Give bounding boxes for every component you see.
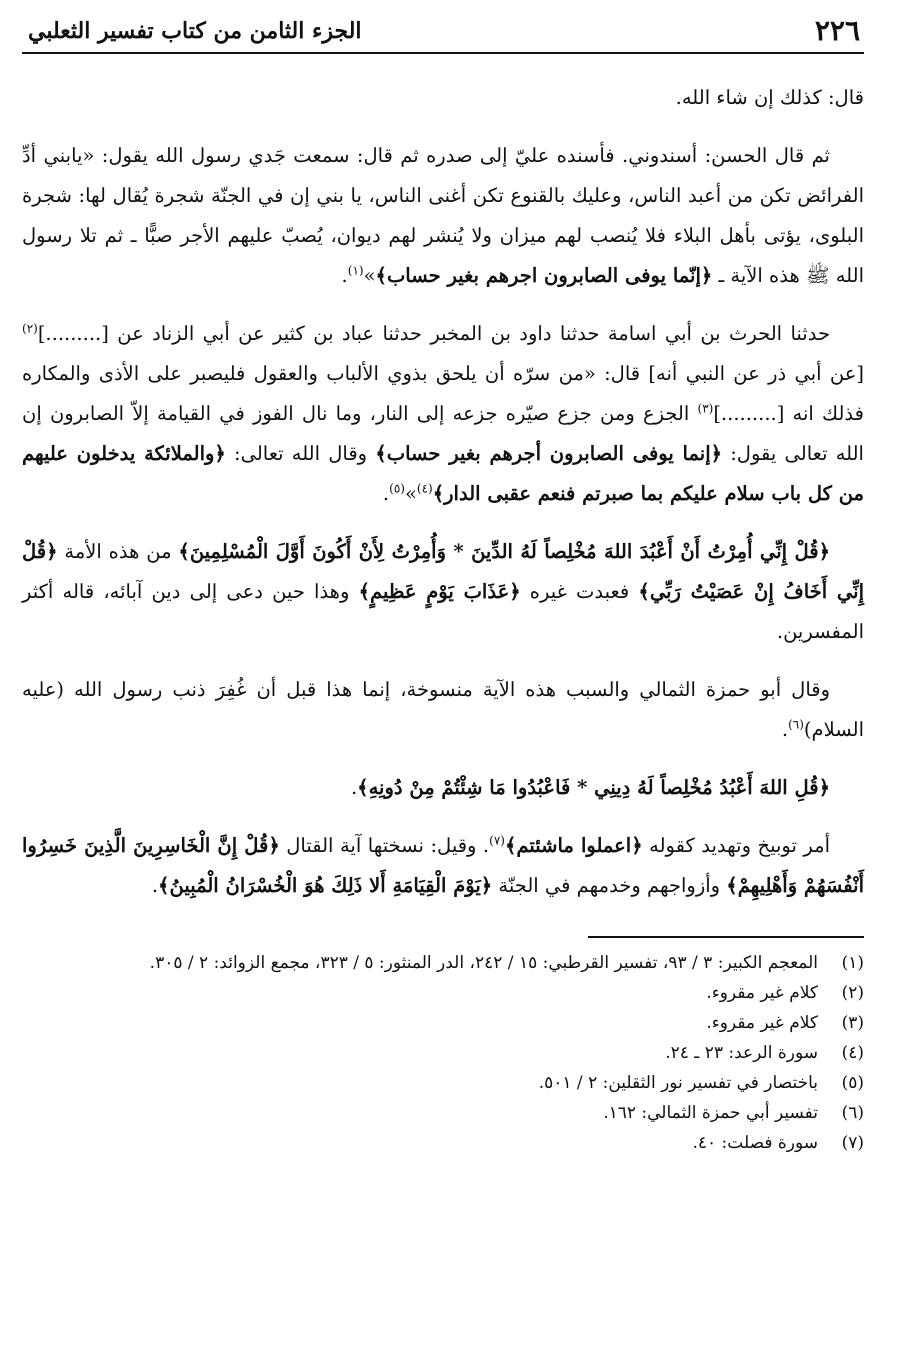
quranic-quote: ﴿قُلْ إِنِّي أُمِرْتُ أَنْ أَعْبُدَ اللهَ مُخْلِصاً لَهُ الدِّينَ * وَأُمِرْتُ لِأَنْ أَكُونَ أَوَّلَ الْمُسْلِمِينَ﴾ (178, 540, 830, 563)
text-run: . (350, 776, 358, 799)
text-run: . (151, 874, 159, 897)
footnote-ref: (٥) (389, 481, 405, 496)
text-run: [عن أبي ذر عن النبي أنه] قال: «من سرّه أن يلحق بذوي الألباب والعقول فليصبر على الأذى والمكاره فذلك انه [.........] (22, 362, 864, 425)
footnote-item (22, 1098, 864, 1128)
quranic-quote: ﴿قُلِ اللهَ أَعْبُدُ مُخْلِصاً لَهُ دِينِي * فَاعْبُدُوا مَا شِئْتُمْ مِنْ دُونِهِ﴾ (357, 776, 830, 799)
footnote-text: باختصار في تفسير نور الثقلين: ٢ / ٥٠١. (538, 1073, 818, 1093)
footnote-number: (٧) (841, 1133, 864, 1153)
footnote-item (22, 1068, 864, 1098)
text-run: الجزع ومن جزع صيّره جزعه إلى النار، وما نال الفوز في القيامة إلاّ الصابرون إن الله تعالى يقول: (22, 402, 864, 465)
quranic-quote: ﴿والملائكة يدخلون عليهم من كل باب سلام عليكم بما صبرتم فنعم عقبى الدار﴾ (22, 442, 864, 505)
footnote-item (22, 1038, 864, 1068)
footnote-ref: (٢) (22, 321, 38, 336)
text-run: أمر توبيخ وتهديد كقوله (642, 834, 830, 857)
text-run: » (404, 482, 417, 505)
quranic-quote: ﴿عَذَابَ يَوْمٍ عَظِيمٍ﴾ (358, 580, 521, 603)
footnote-item (22, 978, 864, 1008)
footnote-text: كلام غير مقروء. (706, 1013, 818, 1033)
text-run: وقال الله تعالى: (225, 442, 376, 465)
text-run: حدثنا الحرث بن أبي اسامة حدثنا داود بن المخبر حدثنا عباد بن كثير عن أبي الزناد عن [.........] (37, 322, 830, 345)
footnote-divider (588, 936, 864, 938)
page-number: ٢٢٦ (814, 14, 860, 47)
quranic-quote: ﴿اعملوا ماشئتم﴾ (504, 834, 643, 857)
quranic-quote: ﴿يَوْمَ الْقِيَامَةِ أَلا ذَلِكَ هُوَ الْخُسْرَانُ الْمُبِينُ﴾ (158, 874, 493, 897)
quranic-quote: ﴿قُلْ إِنِّي أَخَافُ إِنْ عَصَيْتُ رَبِّي﴾ (22, 540, 864, 603)
running-title: الجزء الثامن من كتاب تفسير الثعلبي (28, 18, 362, 44)
quranic-quote: ﴿قُلْ إِنَّ الْخَاسِرِينَ الَّذِينَ خَسِرُوا أَنْفُسَهُمْ وَأَهْلِيهِمْ﴾ (22, 834, 864, 897)
paragraph-7 (22, 826, 864, 906)
footnote-number: (١) (841, 953, 864, 973)
text-run: وهذا حين دعى إلى دين آبائه، قاله أكثر المفسرين. (22, 580, 864, 643)
text-run: فعبدت غيره (520, 580, 639, 603)
main-text (22, 78, 864, 906)
footnote-item (22, 948, 864, 978)
footnote-text: سورة الرعد: ٢٣ ـ ٢٤. (665, 1043, 818, 1063)
book-page (22, 14, 864, 1158)
footnote-ref: (٣) (697, 401, 714, 416)
quranic-quote: ﴿إنّما يوفى الصابرون اجرهم بغير حساب﴾ (375, 264, 713, 287)
footnotes-list (22, 948, 864, 1158)
paragraph-5 (22, 670, 864, 750)
footnote-text: سورة فصلت: ٤٠. (692, 1133, 818, 1153)
footnote-ref: (٤) (416, 481, 433, 496)
footnote-ref: (١) (347, 263, 364, 278)
footnote-text: كلام غير مقروء. (706, 983, 818, 1003)
footnote-item (22, 1008, 864, 1038)
text-run: من هذه الأمة (57, 540, 179, 563)
footnote-ref: (٧) (489, 833, 505, 848)
text-run: . (341, 264, 348, 287)
text-run: ثم قال الحسن: أسندوني. فأسنده عليّ إلى صدره ثم قال: سمعت جَدي رسول الله يقول: «يابني أدِّ الفرائض تكن من أعبد الناس، وعليك بالقنوع تكن أغنى الناس، يا بني إن في الجنّة شجرة يُقال لها: شجرة البلوى، يؤتى بأهل البلاء فلا يُنصب لهم ميزان ولا يُنشر لهم ديوان، يُصبّ عليهم الأجر صبًّا ـ ثم تلا رسول الله ﷺ هذه الآية ـ (22, 144, 864, 287)
footnote-number: (٤) (841, 1043, 864, 1063)
footnote-number: (٣) (841, 1013, 864, 1033)
text-run: . (781, 718, 789, 741)
text-run: وقال أبو حمزة الثمالي والسبب هذه الآية منسوخة، إنما هذا قبل أن غُفِرَ ذنب رسول الله (عليه السلام) (22, 678, 864, 741)
text-run: . (382, 482, 390, 505)
text-run: » (363, 264, 376, 287)
page-header (22, 14, 864, 54)
paragraph-1 (22, 78, 864, 118)
footnote-number: (٢) (841, 983, 864, 1003)
footnote-item (22, 1128, 864, 1158)
footnote-number: (٦) (841, 1103, 864, 1123)
footnote-number: (٥) (841, 1073, 864, 1093)
text-run: قال: كذلك إن شاء الله. (675, 86, 864, 109)
paragraph-3 (22, 314, 864, 514)
footnote-text: المعجم الكبير: ٣ / ٩٣، تفسير القرطبي: ١٥ / ٢٤٢، الدر المنثور: ٥ / ٣٢٣، مجمع الزوائد: ٢ / ٣٠٥. (149, 953, 818, 973)
paragraph-6 (22, 768, 864, 808)
text-run: وأزواجهم وخدمهم في الجنّة (492, 874, 727, 897)
paragraph-2 (22, 136, 864, 296)
text-run: . وقيل: نسختها آية القتال (279, 834, 490, 857)
footnote-ref: (٦) (788, 717, 804, 732)
footnote-text: تفسير أبي حمزة الثمالي: ١٦٢. (603, 1103, 818, 1123)
quranic-quote: ﴿إنما يوفى الصابرون أجرهم بغير حساب﴾ (375, 442, 723, 465)
paragraph-4 (22, 532, 864, 652)
